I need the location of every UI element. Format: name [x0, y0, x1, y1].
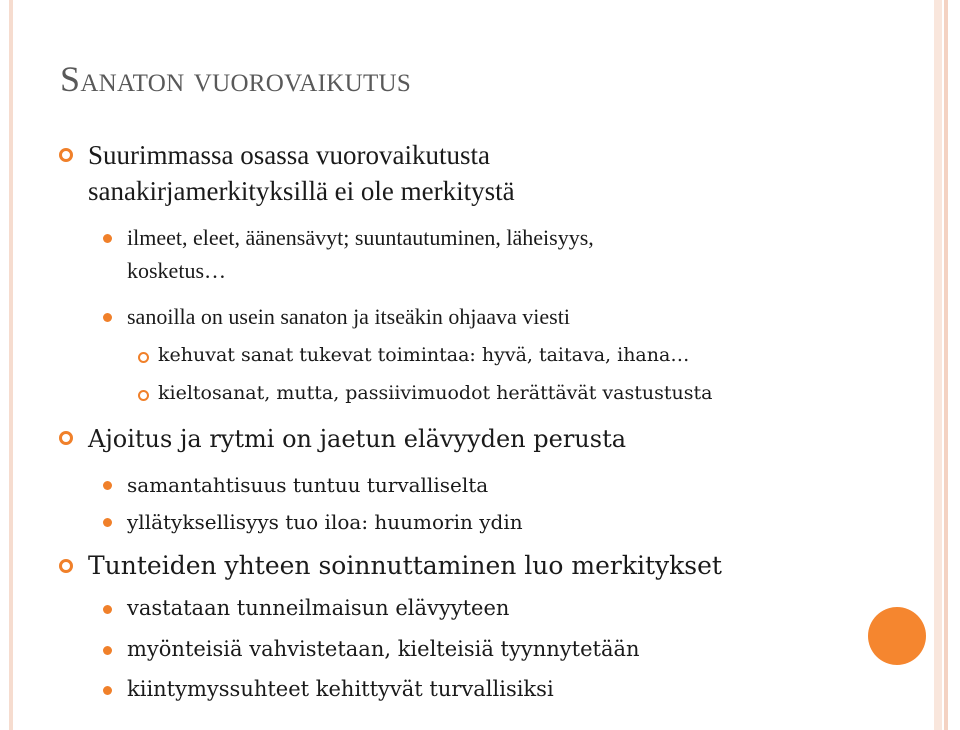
- bullet-2-2: yllätyksellisyys tuo iloa: huumorin ydin: [127, 510, 523, 534]
- right-rail-inner: [944, 0, 948, 730]
- bullet-3-2: myönteisiä vahvistetaan, kielteisiä tyynnytetään: [127, 637, 640, 661]
- bullet-3-1: vastataan tunneilmaisun elävyyteen: [127, 596, 510, 620]
- bullet-1-line-1: Suurimmassa osassa vuorovaikutusta: [88, 140, 490, 170]
- decorative-orange-circle: [868, 607, 926, 665]
- level1-bullet-icon: [59, 148, 73, 162]
- level2-bullet-icon: [103, 686, 112, 695]
- left-rail: [9, 0, 13, 730]
- bullet-1-1-line-2: kosketus…: [127, 258, 226, 283]
- right-rail-outer: [934, 0, 942, 730]
- level3-bullet-icon: [138, 390, 149, 401]
- bullet-1-2-2: kieltosanat, mutta, passiivimuodot herättävät vastustusta: [158, 382, 713, 404]
- level2-bullet-icon: [103, 605, 112, 614]
- bullet-1-2: sanoilla on usein sanaton ja itseäkin ohjaava viesti: [127, 304, 570, 329]
- bullet-1-1-line-1: ilmeet, eleet, äänensävyt; suuntautuminen, läheisyys,: [127, 225, 594, 250]
- level1-bullet-icon: [59, 559, 73, 573]
- level3-bullet-icon: [138, 352, 149, 363]
- level1-bullet-icon: [59, 431, 73, 445]
- bullet-3-3: kiintymyssuhteet kehittyvät turvallisiksi: [127, 677, 554, 701]
- level2-bullet-icon: [103, 518, 112, 527]
- level2-bullet-icon: [103, 481, 112, 490]
- bullet-3: Tunteiden yhteen soinnuttaminen luo merkitykset: [88, 551, 722, 580]
- level2-bullet-icon: [103, 234, 112, 243]
- bullet-1-line-2: sanakirjamerkityksillä ei ole merkitystä: [88, 176, 515, 206]
- bullet-2-1: samantahtisuus tuntuu turvalliselta: [127, 473, 489, 497]
- bullet-1-2-1: kehuvat sanat tukevat toimintaa: hyvä, taitava, ihana…: [158, 344, 690, 366]
- slide-title: Sanaton vuorovaikutus: [60, 59, 412, 99]
- level2-bullet-icon: [103, 646, 112, 655]
- level2-bullet-icon: [103, 313, 112, 322]
- bullet-2: Ajoitus ja rytmi on jaetun elävyyden perusta: [88, 425, 627, 453]
